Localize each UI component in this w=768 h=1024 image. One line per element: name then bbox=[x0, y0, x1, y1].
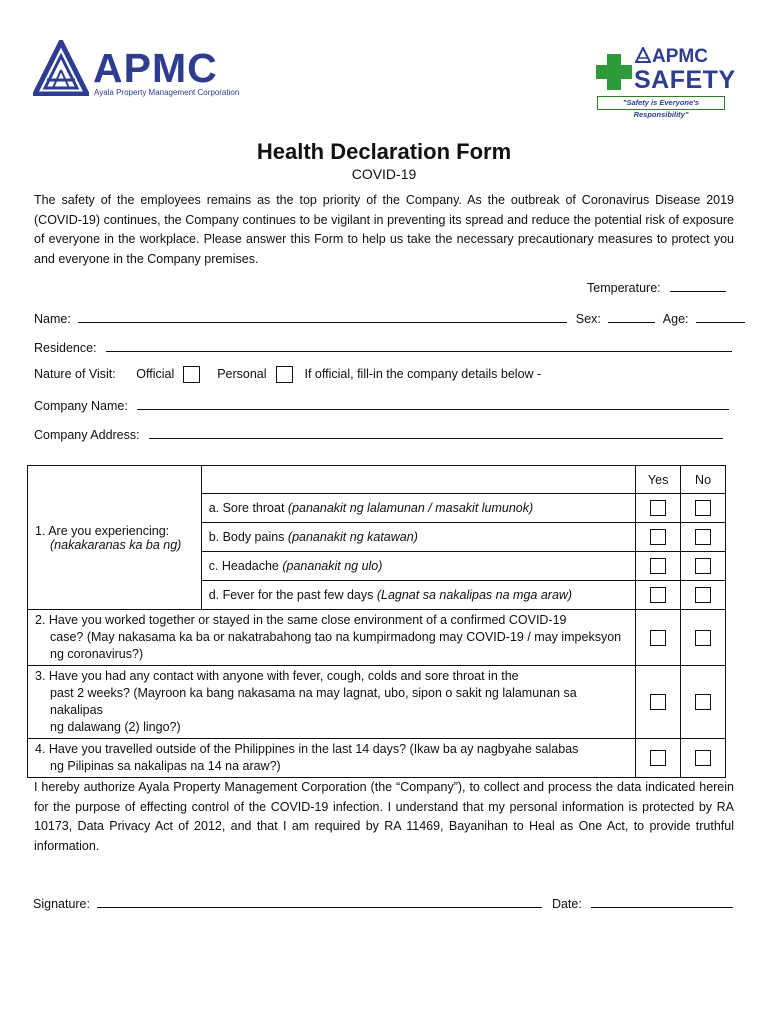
symptom-fever bbox=[201, 581, 636, 610]
apmc-wordmark: APMC bbox=[93, 45, 218, 91]
question-1-label: 1. Are you experiencing: bbox=[35, 523, 170, 538]
question-4-no-checkbox[interactable] bbox=[695, 750, 711, 766]
official-label: Official bbox=[136, 366, 175, 381]
fever-no-checkbox[interactable] bbox=[695, 587, 711, 603]
company-name-label: Company Name: bbox=[34, 399, 128, 413]
temperature-field[interactable] bbox=[670, 279, 726, 292]
company-name-field[interactable] bbox=[137, 397, 729, 410]
official-note: If official, fill-in the company details below - bbox=[304, 366, 542, 381]
question-2-line: ng coronavirus?) bbox=[50, 647, 144, 661]
sex-label: Sex: bbox=[575, 312, 601, 326]
green-cross-icon bbox=[594, 52, 634, 92]
question-2-yes-cell bbox=[636, 610, 681, 666]
sore-throat-yes-checkbox[interactable] bbox=[650, 500, 666, 516]
nature-of-visit-row bbox=[34, 366, 541, 383]
apmc-company-name: Ayala Property Management Corporation bbox=[94, 88, 240, 97]
question-3-yes-checkbox[interactable] bbox=[650, 694, 666, 710]
headache-yes-cell bbox=[636, 552, 681, 581]
symptom-label: a. Sore throat bbox=[208, 501, 288, 515]
question-3-line: ng dalawang (2) lingo?) bbox=[50, 720, 181, 734]
consent-paragraph: I hereby authorize Ayala Property Management Corporation (the “Company”), to collect and process the data indicated herein for the purpose of effecting control of the COVID-19 infection. I understand that my personal information is protected by RA 10173, Data Privacy Act of 2012, and that I am required by RA 11469, Bayanihan to Heal as One Act, to provide truthful information. bbox=[34, 780, 734, 853]
table-row bbox=[28, 610, 726, 666]
apmc-triangle-mark-icon bbox=[33, 40, 89, 96]
question-4-yes-cell bbox=[636, 739, 681, 778]
question-4-line: 4. Have you travelled outside of the Philippines in the last 14 days? (Ikaw ba ay nagbyahe salabas bbox=[35, 742, 579, 756]
age-label: Age: bbox=[662, 312, 689, 326]
date-field[interactable] bbox=[591, 895, 733, 908]
question-3-line: past 2 weeks? (Mayroon ka bang nakasama na may lagnat, ubo, sipon o sakit ng lalamunan sa nakalipas bbox=[50, 686, 577, 717]
table-header-row bbox=[28, 466, 726, 494]
question-1-tagalog: (nakakaranas ka ba ng) bbox=[50, 537, 182, 552]
question-4-cell bbox=[28, 739, 636, 778]
signature-field[interactable] bbox=[97, 895, 542, 908]
sore-throat-yes-cell bbox=[636, 494, 681, 523]
symptom-tagalog: (pananakit ng ulo) bbox=[282, 559, 383, 573]
company-name-row bbox=[34, 397, 729, 413]
safety-logo-apmc: APMC bbox=[652, 46, 708, 67]
sex-field[interactable] bbox=[608, 310, 655, 323]
header-blank-cell bbox=[201, 466, 636, 494]
question-4-yes-checkbox[interactable] bbox=[650, 750, 666, 766]
question-2-cell bbox=[28, 610, 636, 666]
headache-no-checkbox[interactable] bbox=[695, 558, 711, 574]
question-3-cell bbox=[28, 666, 636, 739]
headache-yes-checkbox[interactable] bbox=[650, 558, 666, 574]
date-label: Date: bbox=[551, 897, 582, 911]
age-field[interactable] bbox=[696, 310, 745, 323]
symptom-label: d. Fever for the past few days bbox=[208, 588, 377, 602]
symptom-tagalog: (Lagnat sa nakalipas na mga araw) bbox=[376, 588, 573, 602]
table-row bbox=[28, 666, 726, 739]
temperature-label: Temperature: bbox=[587, 281, 661, 295]
body-pains-no-cell bbox=[681, 523, 726, 552]
sore-throat-no-cell bbox=[681, 494, 726, 523]
signature-row bbox=[33, 895, 733, 911]
apmc-safety-logo bbox=[594, 44, 736, 119]
symptom-headache bbox=[201, 552, 636, 581]
body-pains-yes-checkbox[interactable] bbox=[650, 529, 666, 545]
question-4-line: ng Pilipinas sa nakalipas na 14 na araw?) bbox=[50, 759, 281, 773]
signature-label: Signature: bbox=[33, 897, 90, 911]
question-3-no-cell bbox=[681, 666, 726, 739]
residence-row bbox=[34, 339, 732, 355]
symptom-tagalog: (pananakit ng katawan) bbox=[287, 530, 418, 544]
safety-logo-safety: SAFETY bbox=[634, 66, 736, 94]
question-2-yes-checkbox[interactable] bbox=[650, 630, 666, 646]
question-3-line: 3. Have you had any contact with anyone with fever, cough, colds and sore throat in the bbox=[35, 669, 519, 683]
fever-yes-cell bbox=[636, 581, 681, 610]
intro-paragraph: The safety of the employees remains as the top priority of the Company. As the outbreak of Coronavirus Disease 2019 (COVID-19) continues, the Company continues to be vigilant in preventing its spread and reduce the potential risk of exposure of everyone in the workplace. Please answer this Form to help us take the necessary precautionary measures to protect you and everyone in the Company premises. bbox=[34, 193, 734, 266]
personal-label: Personal bbox=[217, 366, 267, 381]
company-address-label: Company Address: bbox=[34, 428, 140, 442]
personal-checkbox[interactable] bbox=[276, 366, 293, 383]
nature-of-visit-label: Nature of Visit: bbox=[34, 366, 116, 381]
symptom-tagalog: (pananakit ng lalamunan / masakit lumunok) bbox=[287, 501, 534, 515]
form-title: Health Declaration Form bbox=[256, 139, 512, 164]
apmc-logo bbox=[33, 40, 240, 100]
name-field[interactable] bbox=[78, 310, 567, 323]
temperature-row bbox=[587, 279, 726, 295]
form-subtitle: COVID-19 bbox=[351, 166, 417, 182]
question-1-cell bbox=[28, 466, 202, 610]
fever-no-cell bbox=[681, 581, 726, 610]
questionnaire-table bbox=[27, 465, 726, 778]
yes-header: Yes bbox=[636, 466, 681, 494]
name-row bbox=[34, 310, 745, 326]
official-checkbox[interactable] bbox=[183, 366, 200, 383]
body-pains-yes-cell bbox=[636, 523, 681, 552]
question-2-line: case? (May nakasama ka ba or nakatrabahong tao na kumpirmadong may COVID-19 / may impeksyon bbox=[50, 630, 622, 644]
no-header: No bbox=[681, 466, 726, 494]
residence-field[interactable] bbox=[106, 339, 732, 352]
apmc-small-mark-icon bbox=[635, 47, 651, 63]
residence-label: Residence: bbox=[34, 341, 97, 355]
fever-yes-checkbox[interactable] bbox=[650, 587, 666, 603]
question-3-yes-cell bbox=[636, 666, 681, 739]
question-2-no-checkbox[interactable] bbox=[695, 630, 711, 646]
symptom-label: b. Body pains bbox=[208, 530, 288, 544]
table-row bbox=[28, 739, 726, 778]
name-label: Name: bbox=[34, 312, 71, 326]
company-address-field[interactable] bbox=[149, 426, 723, 439]
question-2-line: 2. Have you worked together or stayed in the same close environment of a confirmed COVID-19 bbox=[35, 613, 567, 627]
safety-tagline: "Safety is Everyone's Responsibility" bbox=[597, 96, 725, 110]
question-3-no-checkbox[interactable] bbox=[695, 694, 711, 710]
question-4-no-cell bbox=[681, 739, 726, 778]
symptom-body-pains bbox=[201, 523, 636, 552]
company-address-row bbox=[34, 426, 723, 442]
question-2-no-cell bbox=[681, 610, 726, 666]
symptom-label: c. Headache bbox=[208, 559, 283, 573]
headache-no-cell bbox=[681, 552, 726, 581]
symptom-sore-throat bbox=[201, 494, 636, 523]
sore-throat-no-checkbox[interactable] bbox=[695, 500, 711, 516]
body-pains-no-checkbox[interactable] bbox=[695, 529, 711, 545]
